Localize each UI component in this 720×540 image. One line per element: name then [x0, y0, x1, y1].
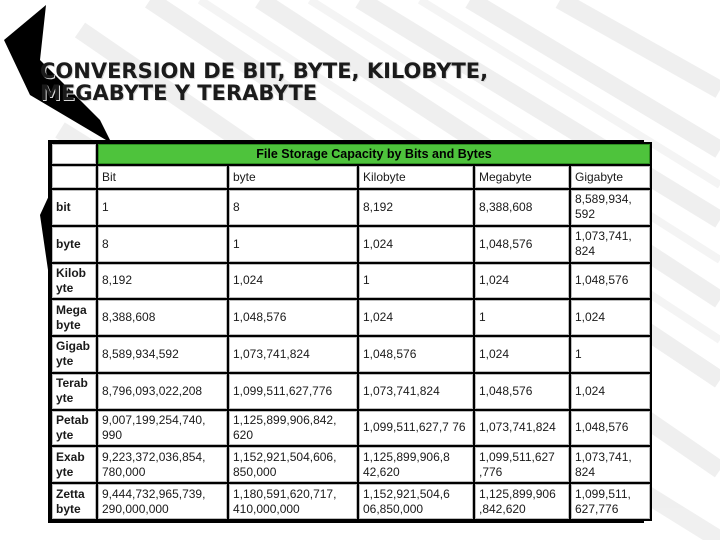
table-cell: 9,444,732,965,739, 290,000,000	[98, 484, 227, 519]
table-cell: 1,099,511,627 ,776	[475, 447, 569, 482]
table-cell: 1	[475, 300, 569, 335]
table-cell: 1,073,741,824	[475, 411, 569, 446]
table-cell: 8,192	[98, 264, 227, 299]
table-row	[52, 190, 650, 225]
column-header: Megabyte	[475, 166, 569, 188]
table-cell: 9,007,199,254,740, 990	[98, 411, 227, 446]
table-cell: 1,024	[571, 374, 650, 409]
table-cell: 1,073,741, 824	[571, 447, 650, 482]
table-cell: 1,152,921,504,6 06,850,000	[359, 484, 473, 519]
table-cell: 8,388,608	[98, 300, 227, 335]
table-row	[52, 447, 650, 482]
table-cell: 1,125,899,906,8 42,620	[359, 447, 473, 482]
table-cell: 1	[359, 264, 473, 299]
table-cell: 1,024	[229, 264, 357, 299]
table-row	[52, 374, 650, 409]
row-header: Exab yte	[52, 447, 96, 482]
column-header: Kilobyte	[359, 166, 473, 188]
header-corner	[52, 166, 96, 188]
column-header: Bit	[98, 166, 227, 188]
table-cell: 8,388,608	[475, 190, 569, 225]
table-row	[52, 300, 650, 335]
table-cell: 1	[571, 337, 650, 372]
table-row	[52, 411, 650, 446]
row-header: bit	[52, 190, 96, 225]
table-cell: 1	[98, 190, 227, 225]
table-cell: 8,589,934,592	[98, 337, 227, 372]
conversion-table	[50, 142, 652, 521]
table-cell: 1,048,576	[571, 411, 650, 446]
row-header: Gigab yte	[52, 337, 96, 372]
table-cell: 1,024	[475, 337, 569, 372]
table-cell: 8,796,093,022,208	[98, 374, 227, 409]
table-cell: 1,024	[571, 300, 650, 335]
table-cell: 8	[98, 227, 227, 262]
row-header: Mega byte	[52, 300, 96, 335]
row-header: Zetta byte	[52, 484, 96, 519]
table-cell: 1,024	[359, 300, 473, 335]
table-cell: 1,024	[359, 227, 473, 262]
table-cell: 8,589,934, 592	[571, 190, 650, 225]
storage-capacity-table	[48, 140, 644, 523]
slide-title: CONVERSION DE BIT, BYTE, KILOBYTE, MEGABYTE Y TERABYTE	[40, 59, 489, 105]
column-header: Gigabyte	[571, 166, 650, 188]
caption-spacer	[52, 144, 96, 164]
table-cell: 1,073,741,824	[229, 337, 357, 372]
table-cell: 1,125,899,906 ,842,620	[475, 484, 569, 519]
table-cell: 1,152,921,504,606, 850,000	[229, 447, 357, 482]
table-caption: File Storage Capacity by Bits and Bytes	[98, 144, 650, 164]
table-cell: 1,048,576	[475, 374, 569, 409]
table-row	[52, 264, 650, 299]
column-header: byte	[229, 166, 357, 188]
table-cell: 1	[229, 227, 357, 262]
row-header: Kilob yte	[52, 264, 96, 299]
table-cell: 8	[229, 190, 357, 225]
row-header: byte	[52, 227, 96, 262]
table-cell: 1,073,741,824	[359, 374, 473, 409]
table-row	[52, 227, 650, 262]
table-cell: 8,192	[359, 190, 473, 225]
table-cell: 1,099,511,627,7 76	[359, 411, 473, 446]
row-header: Petab yte	[52, 411, 96, 446]
table-cell: 1,125,899,906,842, 620	[229, 411, 357, 446]
table-cell: 1,048,576	[571, 264, 650, 299]
table-cell: 1,099,511,627,776	[229, 374, 357, 409]
table-cell: 1,048,576	[359, 337, 473, 372]
table-cell: 1,024	[475, 264, 569, 299]
table-cell: 9,223,372,036,854, 780,000	[98, 447, 227, 482]
table-cell: 1,048,576	[475, 227, 569, 262]
table-row	[52, 484, 650, 519]
table-cell: 1,180,591,620,717, 410,000,000	[229, 484, 357, 519]
table-cell: 1,048,576	[229, 300, 357, 335]
table-row	[52, 337, 650, 372]
table-cell: 1,073,741, 824	[571, 227, 650, 262]
row-header: Terab yte	[52, 374, 96, 409]
table-cell: 1,099,511, 627,776	[571, 484, 650, 519]
